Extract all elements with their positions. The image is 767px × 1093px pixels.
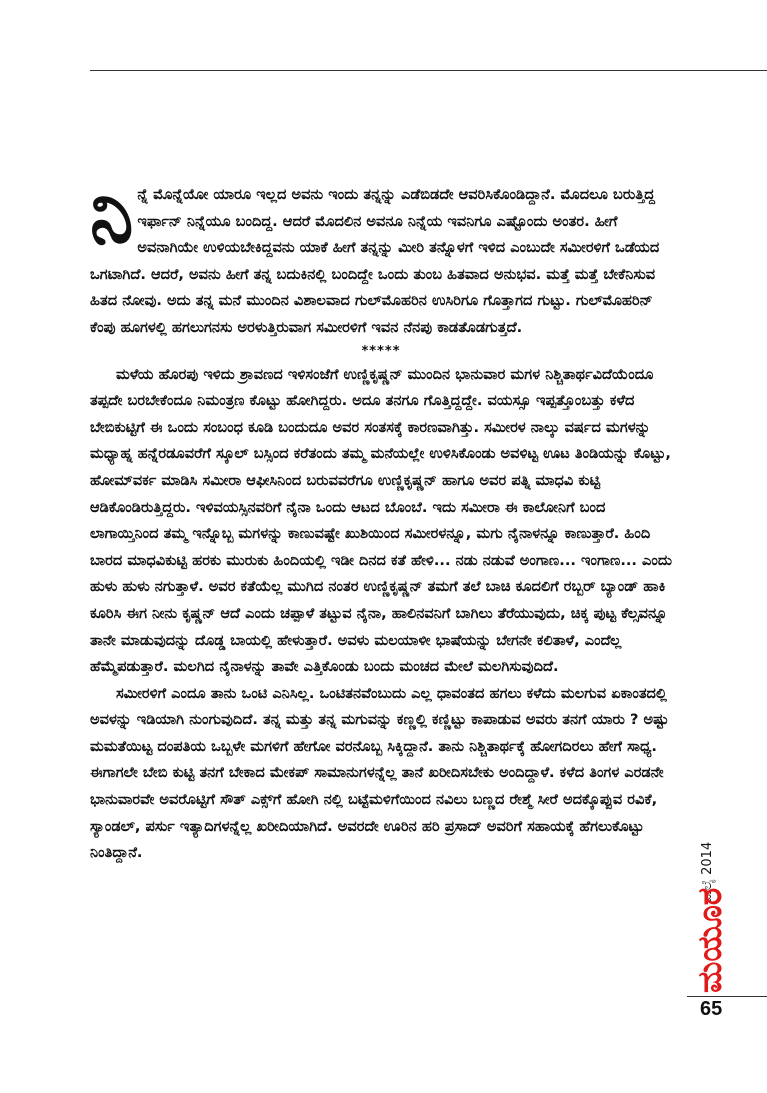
paragraph-1-text: ನ್ನೆ ಮೊನ್ನೆಯೋ ಯಾರೂ ಇಲ್ಲದ ಅವನು ಇಂದು ತನ್ನನ್ನು ಎಡೆಬಿಡದೇ ಆವರಿಸಿಕೊಂಡಿದ್ದಾನೆ. ಮೊದಲೂ ಬರುತ್ತಿದ್ದ ಇರ್ಫಾನ್ ನಿನ್ನೆಯೂ ಬಂದಿದ್ದ. ಆದರೆ ಮೊದಲಿನ ಅವನೂ ನಿನ್ನೆಯ ಇವನಿಗೂ ಎಷ್ಟೊಂದು ಅಂತರ. ಹೀಗೆ ಅವನಾಗಿಯೇ ಉಳಿಯಬೇಕಿದ್ದವನು ಯಾಕೆ ಹೀಗೆ ತನ್ನನ್ನು ಮೀರಿ ತನ್ನೊಳಗೆ ಇಳಿದ ಎಂಬುದೇ ಸಮೀರಳಿಗೆ ಒಡೆಯದ ಒಗಟಾಗಿದೆ. ಆದರೆ, ಅವನು ಹೀಗೆ ತನ್ನ ಬದುಕಿನಲ್ಲಿ ಬಂದಿದ್ದೇ ಒಂದು ತುಂಬ ಹಿತವಾದ ಅನುಭವ. ಮತ್ತೆ ಮತ್ತೆ ಬೇಕೆನಿಸುವ ಹಿತದ ನೋವು. ಅದು ತನ್ನ ಮನೆ ಮುಂದಿನ ವಿಶಾಲವಾದ ಗುಲ್‌ಮೊಹರಿನ ಉಸಿರಿಗೂ ಗೊತ್ತಾಗದ ಗುಟ್ಟು. ಗುಲ್‌ಮೊಹರಿನ್ ಕೆಂಪು ಹೂಗಳಲ್ಲಿ ಹಗಲುಗನಸು ಅರಳುತ್ತಿರುವಾಗ ಸಮೀರಳಿಗೆ ಇವನ ನೆನಪು ಕಾಡತೊಡಗುತ್ತದೆ. xyxy=(90,186,660,336)
magazine-logo: ಮಯೂರ xyxy=(690,887,729,993)
top-rule xyxy=(90,70,767,71)
issue-date: ಜುಲೈ 2014 xyxy=(700,841,715,903)
paragraph-2: ಮಳೆಯ ಹೊರಪು ಇಳಿದು ಶ್ರಾವಣದ ಇಳಿಸಂಜೆಗೆ ಉಣ್ಣಿಕೃಷ್ಣನ್ ಮುಂದಿನ ಭಾನುವಾರ ಮಗಳ ನಿಶ್ಚಿತಾರ್ಥವಿದೆಯೆಂದೂ ತಪ್ಪದೇ ಬರಬೇಕೆಂದೂ ನಿಮಂತ್ರಣ ಕೊಟ್ಟು ಹೋಗಿದ್ದರು. ಅದೂ ತನಗೂ ಗೊತ್ತಿದ್ದದ್ದೇ. ವಯಸ್ಸೂ ಇಪ್ಪತ್ತೊಂಬತ್ತು ಕಳೆದ ಬೇಬಿಕುಟ್ಟಿಗೆ ಈ ಒಂದು ಸಂಬಂಧ ಕೂಡಿ ಬಂದುದೂ ಅವರ ಸಂತಸಕ್ಕೆ ಕಾರಣವಾಗಿತ್ತು. ಸಮೀರಳ ನಾಲ್ಕು ವರ್ಷದ ಮಗಳನ್ನು ಮಧ್ಯಾಹ್ನ ಹನ್ನೆರಡೂವರೆಗೆ ಸ್ಕೂಲ್ ಬಸ್ಸಿಂದ ಕರೆತಂದು ತಮ್ಮ ಮನೆಯಲ್ಲೇ ಉಳಿಸಿಕೊಂಡು ಅವಳಿಟ್ಟ ಊಟ ತಿಂಡಿಯನ್ನು ಕೊಟ್ಟು, ಹೋಮ್‌ವರ್ಕ ಮಾಡಿಸಿ ಸಮೀರಾ ಆಫೀಸಿನಿಂದ ಬರುವವರೆಗೂ ಉಣ್ಣಿಕೃಷ್ಣನ್ ಹಾಗೂ ಅವರ ಪತ್ನಿ ಮಾಧವಿ ಕುಟ್ಟಿ ಆಡಿಕೊಂಡಿರುತ್ತಿದ್ದರು. ಇಳಿವಯಸ್ಸಿನವರಿಗೆ ನೈನಾ ಒಂದು ಆಟದ ಬೊಂಬೆ. ಇದು ಸಮೀರಾ ಈ ಕಾಲೋನಿಗೆ ಬಂದ ಲಾಗಾಯ್ತಿನಿಂದ ತಮ್ಮ ಇನ್ನೊಬ್ಬ ಮಗಳನ್ನು ಕಾಣುವಷ್ಟೇ ಖುಶಿಯಿಂದ ಸಮೀರಳನ್ನೂ, ಮಗು ನೈನಾಳನ್ನೂ ಕಾಣುತ್ತಾರೆ. ಹಿಂದಿ ಬಾರದ ಮಾಧವಿಕುಟ್ಟಿ ಹರಕು ಮುರುಕು ಹಿಂದಿಯಲ್ಲಿ ಇಡೀ ದಿನದ ಕತೆ ಹೇಳಿ... ನಡು ನಡುವೆ ಅಂಗಾಣ... ಇಂಗಾಣ... ಎಂದು ಹುಳು ಹುಳು ನಗುತ್ತಾಳೆ. ಅವರ ಕತೆಯೆಲ್ಲ ಮುಗಿದ ನಂತರ ಉಣ್ಣಿಕೃಷ್ಣನ್ ತಮಗೆ ತಲೆ ಬಾಚಿ ಕೂದಲಿಗೆ ರಬ್ಬರ್ ಬ್ಯಾಂಡ್ ಹಾಕಿ ಕೂರಿಸಿ ಈಗ ನೀನು ಕೃಷ್ಣನ್ ಆದೆ ಎಂದು ಚಪ್ಪಾಳೆ ತಟ್ಟುವ ನೈನಾ, ಹಾಲಿನವನಿಗೆ ಬಾಗಿಲು ತೆರೆಯುವುದು, ಚಿಕ್ಕ ಪುಟ್ಟ ಕೆಲ್ಸವನ್ನೂ ತಾನೇ ಮಾಡುವುದನ್ನು ದೊಡ್ಡ ಬಾಯಲ್ಲಿ ಹೇಳುತ್ತಾರೆ. ಅವಳು ಮಲಯಾಳೀ ಭಾಷೆಯನ್ನು ಬೇಗನೇ ಕಲಿತಾಳೆ, ಎಂದೆಲ್ಲ ಹೆಮ್ಮೆಪಡುತ್ತಾರೆ. ಮಲಗಿದ ನೈನಾಳನ್ನು ತಾವೇ ಎತ್ತಿಕೊಂಡು ಬಂದು ಮಂಚದ ಮೇಲೆ ಮಲಗಿಸುವುದಿದೆ. xyxy=(90,365,672,676)
paragraph-3: ಸಮೀರಳಿಗೆ ಎಂದೂ ತಾನು ಒಂಟಿ ಎನಿಸಿಲ್ಲ. ಒಂಟಿತನವೆಂಬುದು ಎಲ್ಲ ಧಾವಂತದ ಹಗಲು ಕಳೆದು ಮಲಗುವ ಏಕಾಂತದಲ್ಲಿ ಅವಳನ್ನು ಇಡಿಯಾಗಿ ನುಂಗುವುದಿದೆ. ತನ್ನ ಮತ್ತು ತನ್ನ ಮಗುವನ್ನು ಕಣ್ಣಲ್ಲಿ ಕಣ್ಣಿಟ್ಟು ಕಾಪಾಡುವ ಅವರು ತನಗೆ ಯಾರು ? ಅಷ್ಟು ಮಮತೆಯಿಟ್ಟ ದಂಪತಿಯ ಒಬ್ಬಳೇ ಮಗಳಿಗೆ ಹೇಗೋ ವರನೊಬ್ಬ ಸಿಕ್ಕಿದ್ದಾನೆ. ತಾನು ನಿಶ್ಚಿತಾರ್ಥಕ್ಕೆ ಹೋಗದಿರಲು ಹೇಗೆ ಸಾಧ್ಯ. ಈಗಾಗಲೇ ಬೇಬಿ ಕುಟ್ಟಿ ತನಗೆ ಬೇಕಾದ ಮೇಕಪ್ ಸಾಮಾನುಗಳನ್ನೆಲ್ಲ ತಾನೆ ಖರೀದಿಸಬೇಕು ಅಂದಿದ್ದಾಳೆ. ಕಳೆದ ತಿಂಗಳ ಎರಡನೇ ಭಾನುವಾರವೇ ಅವರೊಟ್ಟಿಗೆ ಸೌತ್ ಎಕ್ಸ್‌ಗೆ ಹೋಗಿ ನಲ್ಲಿ ಬಟ್ಟೆಮಳಿಗೆಯಿಂದ ನವಿಲು ಬಣ್ಣದ ರೇಶ್ಮೆ ಸೀರೆ ಅದಕ್ಕೊಪ್ಪುವ ರವಿಕೆ, ಸ್ಯಾಂಡಲ್, ಪರ್ಸು ಇತ್ಯಾದಿಗಳನ್ನೆಲ್ಲ ಖರೀದಿಯಾಗಿದೆ. ಅವರದೇ ಊರಿನ ಹರಿ ಪ್ರಸಾದ್ ಅವರಿಗೆ ಸಹಾಯಕ್ಕೆ ಹೆಗಲುಕೊಟ್ಟು ನಿಂತಿದ್ದಾನೆ. xyxy=(90,684,669,862)
page-number: 65 xyxy=(700,998,723,1020)
section-separator: ***** xyxy=(361,343,401,359)
paragraph-1 xyxy=(90,170,672,342)
bottom-rule xyxy=(687,996,767,997)
article-body xyxy=(90,170,672,867)
drop-cap: ನಿ xyxy=(90,170,134,261)
